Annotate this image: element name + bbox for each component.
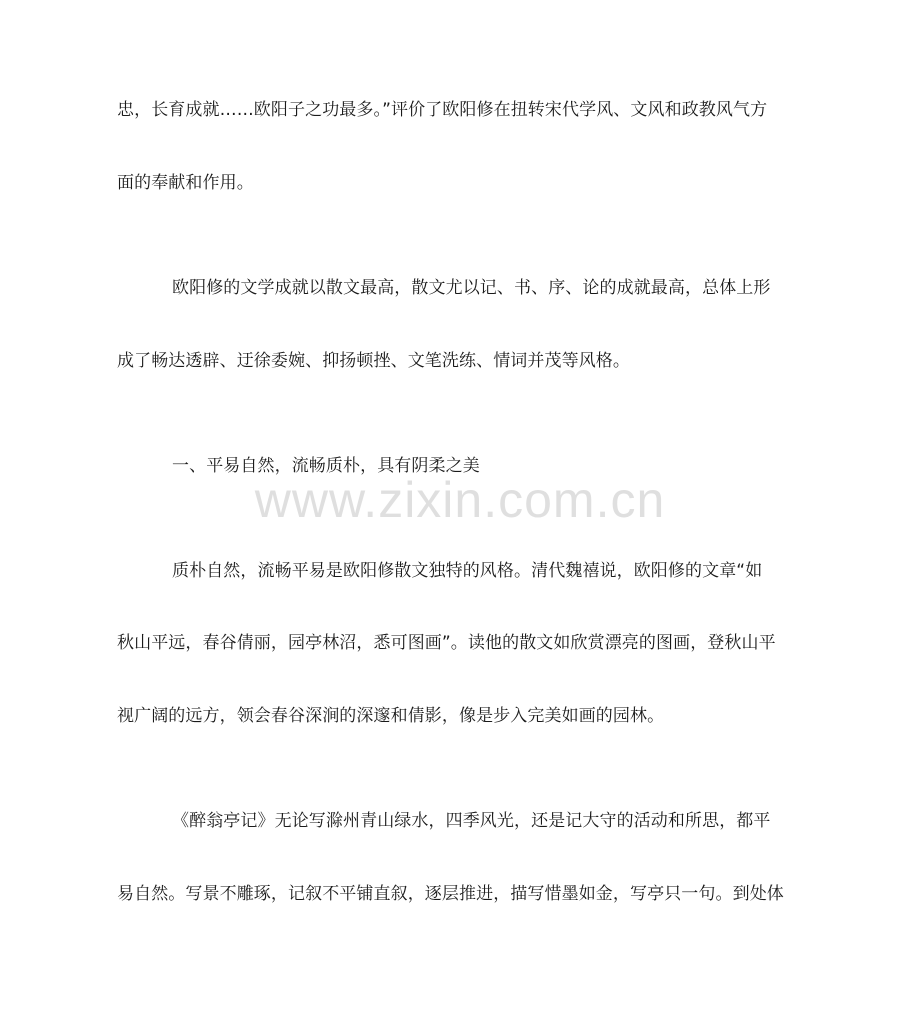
paragraph-1-line-1: 忠，长育成就……欧阳子之功最多。”评价了欧阳修在扭转宋代学风、文风和政教风气方 (117, 100, 768, 120)
paragraph-4-line-2: 易自然。写景不雕琢，记叙不平铺直叙，逐层推进，描写惜墨如金，写亭只一句。到处体 (117, 884, 784, 904)
watermark: www.zixin.com.cn (254, 472, 666, 528)
paragraph-3-line-3: 视广阔的远方，领会春谷深涧的深邃和倩影，像是步入完美如画的园林。 (117, 706, 665, 726)
paragraph-1-line-2: 面的奉献和作用。 (117, 173, 254, 193)
paragraph-2-line-1: 欧阳修的文学成就以散文最高，散文尤以记、书、序、论的成就最高，总体上形 (172, 278, 771, 298)
paragraph-3-line-2: 秋山平远，春谷倩丽，园亭林沼，悉可图画”。读他的散文如欣赏漂亮的图画，登秋山平 (117, 633, 776, 653)
paragraph-3-line-1: 质朴自然，流畅平易是欧阳修散文独特的风格。清代魏禧说，欧阳修的文章“如 (172, 561, 763, 581)
section-heading: 一、平易自然，流畅质朴，具有阴柔之美 (172, 456, 480, 476)
paragraph-4-line-1: 《醉翁亭记》无论写滁州青山绿水，四季风光，还是记大守的活动和所思，都平 (172, 811, 771, 831)
paragraph-2-line-2: 成了畅达透辟、迂徐委婉、抑扬顿挫、文笔洗练、情词并茂等风格。 (117, 351, 630, 371)
